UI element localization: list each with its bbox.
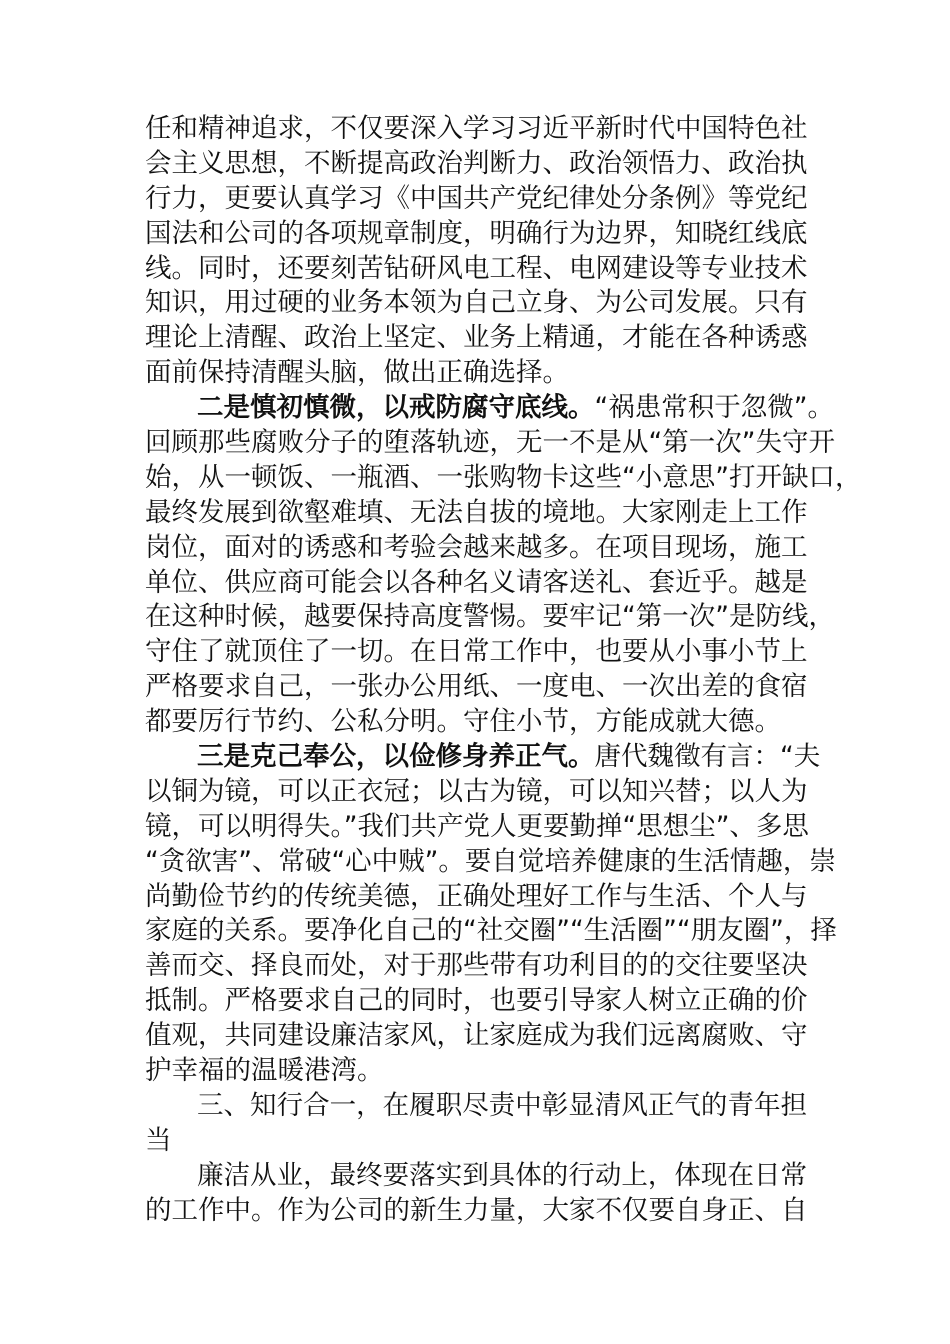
section-heading [145,1089,807,1159]
text-line: 在这种时候，越要保持高度警惕。要牢记“第一次”是防线， [145,601,835,633]
text-line: 镜，可以明得失。”我们共产党人更要勤掸“思想尘”、多思 [145,810,809,842]
text-line: 任和精神追求，不仅要深入学习习近平新时代中国特色社 [145,113,808,144]
text-line: “贪欲害”、常破“心中贼”。要自觉培养健康的生活情趣，崇 [145,845,836,877]
text-line: 线。同时，还要刻苦钻研风电工程、电网建设等专业技术 [145,252,808,284]
heading-line: 三、知行合一，在履职尽责中彰显清风正气的青年担 [197,1089,807,1121]
text-run: 唐代魏徵有言：“夫 [594,741,821,773]
text-line: 会主义思想，不断提高政治判断力、政治领悟力、政治执 [145,147,808,179]
text-run: “祸患常积于忽微”。 [594,392,834,424]
text-line: 廉洁从业，最终要落实到具体的行动上，体现在日常 [197,1159,807,1191]
text-line: 以铜为镜，可以正衣冠；以古为镜，可以知兴替；以人为 [145,775,808,807]
text-line: 家庭的关系。要净化自己的“社交圈”“生活圈”“朋友圈”，择 [145,915,837,947]
document-page [145,112,862,1229]
bold-lead-heading: 二是慎初慎微，以戒防腐守底线。 [197,392,595,424]
text-line: 值观，共同建设廉洁家风，让家庭成为我们远离腐败、守 [145,1020,808,1052]
text-line: 始，从一顿饭、一瓶酒、一张购物卡这些“小意思”打开缺口， [145,461,862,493]
heading-line: 当 [145,1124,172,1156]
paragraph-1 [145,112,807,391]
text-line: 善而交、择良而处，对于那些带有功利目的的交往要坚决 [145,950,808,982]
text-line: 严格要求自己，一张办公用纸、一度电、一次出差的食宿 [145,671,808,703]
paragraph-3 [145,740,837,1089]
text-line: 都要厉行节约、公私分明。守住小节，方能成就大德。 [145,706,781,738]
paragraph-2 [145,391,862,740]
text-line: 护幸福的温暖港湾。 [145,1055,384,1087]
text-line: 行力，更要认真学习《中国共产党纪律处分条例》等党纪 [145,182,808,214]
text-line: 尚勤俭节约的传统美德，正确处理好工作与生活、个人与 [145,880,808,912]
text-line: 抵制。严格要求自己的同时，也要引导家人树立正确的价 [145,985,808,1017]
text-line: 面前保持清醒头脑，做出正确选择。 [145,357,569,389]
text-line: 单位、供应商可能会以各种名义请客送礼、套近乎。越是 [145,566,808,598]
text-line: 的工作中。作为公司的新生力量，大家不仅要自身正、自 [145,1194,808,1226]
text-line: 岗位，面对的诱惑和考验会越来越多。在项目现场，施工 [145,531,808,563]
text-line: 守住了就顶住了一切。在日常工作中，也要从小事小节上 [145,636,808,668]
text-line: 理论上清醒、政治上坚定、业务上精通，才能在各种诱惑 [145,322,808,354]
text-line [145,740,821,775]
text-line: 知识，用过硬的业务本领为自己立身、为公司发展。只有 [145,287,808,319]
text-line: 国法和公司的各项规章制度，明确行为边界，知晓红线底 [145,217,808,249]
text-line: 回顾那些腐败分子的堕落轨迹，无一不是从“第一次”失守开 [145,427,835,459]
paragraph-5 [145,1159,807,1229]
text-line: 最终发展到欲壑难填、无法自拔的境地。大家刚走上工作 [145,496,808,528]
text-line [145,391,834,426]
bold-lead-heading: 三是克己奉公，以俭修身养正气。 [197,741,595,773]
